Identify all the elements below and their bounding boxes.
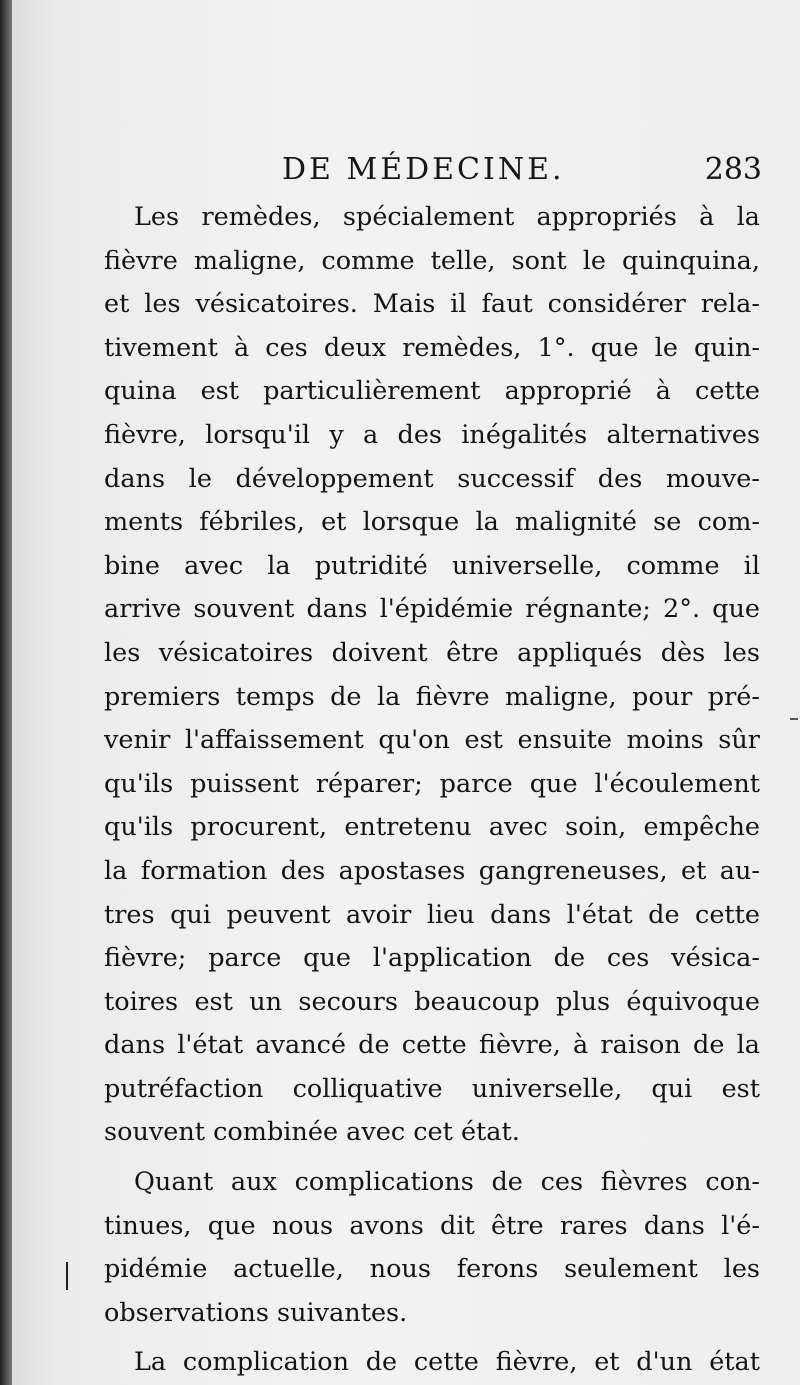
text-line: souvent combinée avec cet état.	[104, 1117, 520, 1148]
text-line: Quant aux complications de ces fièvres con-	[134, 1167, 760, 1198]
text-line: venir l'affaissement qu'on est ensuite moins sûr	[104, 725, 760, 756]
text-line: qu'ils procurent, entretenu avec soin, empêche	[104, 812, 760, 843]
text-line: tres qui peuvent avoir lieu dans l'état de cette	[104, 899, 760, 930]
text-line: qu'ils puissent réparer; parce que l'écoulement	[104, 768, 760, 799]
text-line: Les remèdes, spécialement appropriés à la	[134, 202, 760, 232]
text-line: les vésicatoires doivent être appliqués dès les	[104, 637, 760, 668]
body-text	[104, 196, 760, 1385]
text-line: premiers temps de la fièvre maligne, pour pré-	[104, 681, 760, 712]
text-line: bine avec la putridité universelle, comme il	[104, 550, 760, 581]
text-line: La complication de cette fièvre, et d'un état	[134, 1347, 760, 1378]
text-line: tivement à ces deux remèdes, 1°. que le quin-	[104, 332, 760, 363]
margin-mark	[66, 1262, 68, 1290]
margin-dash	[790, 718, 798, 720]
page-header	[12, 152, 800, 192]
text-line: dans le développement successif des mouve-	[104, 463, 760, 494]
text-line: observations suivantes.	[104, 1297, 408, 1328]
text-line: quina est particulièrement approprié à cette	[104, 376, 760, 407]
text-line: ments fébriles, et lorsque la malignité se com-	[104, 507, 760, 538]
text-line: toires est un secours beaucoup plus équivoque	[104, 986, 760, 1017]
running-head: DE MÉDECINE.	[282, 152, 565, 187]
text-line: fièvre; parce que l'application de ces vésica-	[104, 943, 760, 974]
text-line: pidémie actuelle, nous ferons seulement les	[104, 1254, 760, 1285]
text-line: dans l'état avancé de cette fièvre, à raison de la	[104, 1030, 760, 1061]
text-line: arrive souvent dans l'épidémie régnante; 2°. que	[104, 594, 760, 625]
text-line: la formation des apostases gangreneuses, et au-	[104, 855, 760, 886]
text-line: putréfaction colliquative universelle, qui est	[104, 1073, 760, 1104]
text-line: et les vésicatoires. Mais il faut considérer rela-	[104, 289, 760, 320]
book-page	[12, 0, 800, 1385]
text-line: tinues, que nous avons dit être rares dans l'é-	[104, 1210, 760, 1241]
text-line: fièvre, lorsqu'il y a des inégalités alternatives	[104, 419, 760, 450]
page-number: 283	[704, 152, 762, 187]
text-line: fièvre maligne, comme telle, sont le quinquina,	[104, 245, 760, 276]
page-gutter-shadow	[0, 0, 12, 1385]
